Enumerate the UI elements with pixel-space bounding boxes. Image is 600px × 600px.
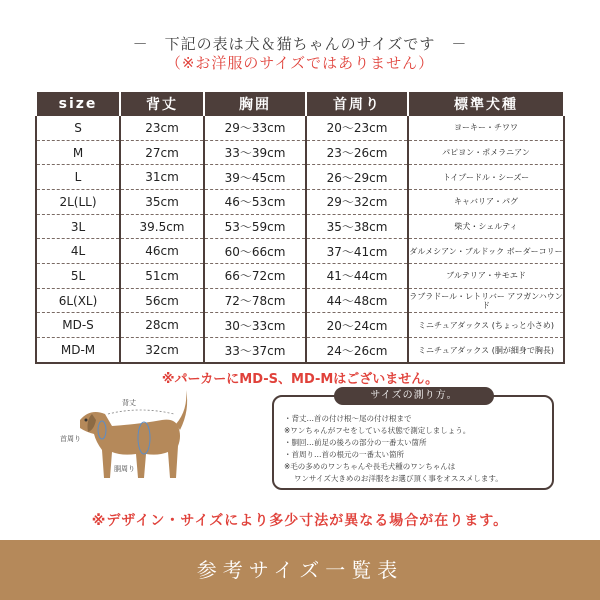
table-row xyxy=(36,190,564,215)
column-header-size: size xyxy=(36,92,120,116)
cell-neck: 23～26cm xyxy=(306,140,408,165)
table-header-row xyxy=(36,92,564,116)
cell-chest: 30～33cm xyxy=(204,313,306,338)
measure-line: ・首周り…首の根元の一番太い箇所 xyxy=(284,450,404,459)
measure-line: ※毛の多めのワンちゃんや長毛犬種のワンちゃんは xyxy=(284,462,456,471)
cell-chest: 29～33cm xyxy=(204,116,306,140)
cell-size: M xyxy=(36,140,120,165)
cell-back: 31cm xyxy=(120,165,204,190)
dog-label-chest: 胴周り xyxy=(114,465,135,473)
cell-chest: 66～72cm xyxy=(204,264,306,289)
cell-size: S xyxy=(36,116,120,140)
measure-title: サイズの測り方。 xyxy=(334,387,494,405)
bottom-note: ※デザイン・サイズにより多少寸法が異なる場合が在ります。 xyxy=(91,513,509,529)
size-table xyxy=(35,92,565,364)
cell-size: MD-M xyxy=(36,338,120,363)
cell-back: 32cm xyxy=(120,338,204,363)
cell-size: MD-S xyxy=(36,313,120,338)
cell-breed: ダルメシアン・ブルドック ボーダーコリー xyxy=(408,239,564,264)
table-row xyxy=(36,214,564,239)
table-row xyxy=(36,338,564,363)
cell-chest: 60～66cm xyxy=(204,239,306,264)
cell-back: 39.5cm xyxy=(120,214,204,239)
cell-back: 23cm xyxy=(120,116,204,140)
cell-breed: ミニチュアダックス (ちょっと小さめ) xyxy=(408,313,564,338)
cell-size: 4L xyxy=(36,239,120,264)
cell-breed: ラブラドール・レトリバー アフガンハウンド xyxy=(408,288,564,313)
cell-neck: 20～23cm xyxy=(306,116,408,140)
cell-breed: ヨーキー・チワワ xyxy=(408,116,564,140)
cell-size: 6L(XL) xyxy=(36,288,120,313)
cell-size: 3L xyxy=(36,214,120,239)
cell-breed: ミニチュアダックス (胴が細身で胸長) xyxy=(408,338,564,363)
dog-label-back: 背丈 xyxy=(122,399,136,407)
parker-note: ※パーカーにMD-S、MD-Mはございません。 xyxy=(161,372,439,387)
cell-breed: トイプードル・シーズー xyxy=(408,165,564,190)
column-header-neck: 首周り xyxy=(306,92,408,116)
table-row xyxy=(36,165,564,190)
cell-chest: 33～39cm xyxy=(204,140,306,165)
cell-back: 46cm xyxy=(120,239,204,264)
cell-chest: 46～53cm xyxy=(204,190,306,215)
column-header-back: 背丈 xyxy=(120,92,204,116)
cell-neck: 26～29cm xyxy=(306,165,408,190)
cell-back: 27cm xyxy=(120,140,204,165)
cell-back: 35cm xyxy=(120,190,204,215)
cell-back: 51cm xyxy=(120,264,204,289)
cell-neck: 35～38cm xyxy=(306,214,408,239)
table-row xyxy=(36,140,564,165)
cell-breed: キャバリア・パグ xyxy=(408,190,564,215)
cell-chest: 39～45cm xyxy=(204,165,306,190)
measure-line: ※ワンちゃんがフセをしている状態で測定しましょう。 xyxy=(284,426,471,435)
cell-chest: 33～37cm xyxy=(204,338,306,363)
cell-neck: 44～48cm xyxy=(306,288,408,313)
measure-lines xyxy=(284,413,544,485)
cell-neck: 37～41cm xyxy=(306,239,408,264)
cell-back: 56cm xyxy=(120,288,204,313)
footer-band xyxy=(0,540,600,600)
cell-chest: 53～59cm xyxy=(204,214,306,239)
measure-line: ・胴回…前足の後ろの部分の一番太い箇所 xyxy=(284,438,427,447)
measure-line: ・背丈…首の付け根～尾の付け根まで xyxy=(284,414,412,423)
header-line-1: － 下記の表は犬＆猫ちゃんのサイズです － xyxy=(132,35,468,53)
header-line-2: （※お洋服のサイズではありません） xyxy=(165,54,435,72)
table-row xyxy=(36,239,564,264)
cell-neck: 20～24cm xyxy=(306,313,408,338)
footer-title: 参考サイズ一覧表 xyxy=(196,558,404,582)
measure-info-box xyxy=(272,390,554,490)
table-row xyxy=(36,313,564,338)
cell-neck: 29～32cm xyxy=(306,190,408,215)
table-row xyxy=(36,288,564,313)
cell-neck: 41～44cm xyxy=(306,264,408,289)
table-row xyxy=(36,116,564,140)
column-header-chest: 胸囲 xyxy=(204,92,306,116)
column-header-breed: 標準犬種 xyxy=(408,92,564,116)
table-row xyxy=(36,264,564,289)
cell-back: 28cm xyxy=(120,313,204,338)
cell-neck: 24～26cm xyxy=(306,338,408,363)
measure-line: ワンサイズ大きめのお洋服をお選び頂く事をオススメします。 xyxy=(294,474,503,483)
cell-size: L xyxy=(36,165,120,190)
cell-size: 5L xyxy=(36,264,120,289)
cell-chest: 72～78cm xyxy=(204,288,306,313)
dog-label-neck: 首周り xyxy=(60,435,81,443)
cell-breed: ブルテリア・サモエド xyxy=(408,264,564,289)
dog-illustration xyxy=(50,380,200,490)
cell-breed: 柴犬・シェルティ xyxy=(408,214,564,239)
cell-breed: パピヨン・ポメラニアン xyxy=(408,140,564,165)
cell-size: 2L(LL) xyxy=(36,190,120,215)
